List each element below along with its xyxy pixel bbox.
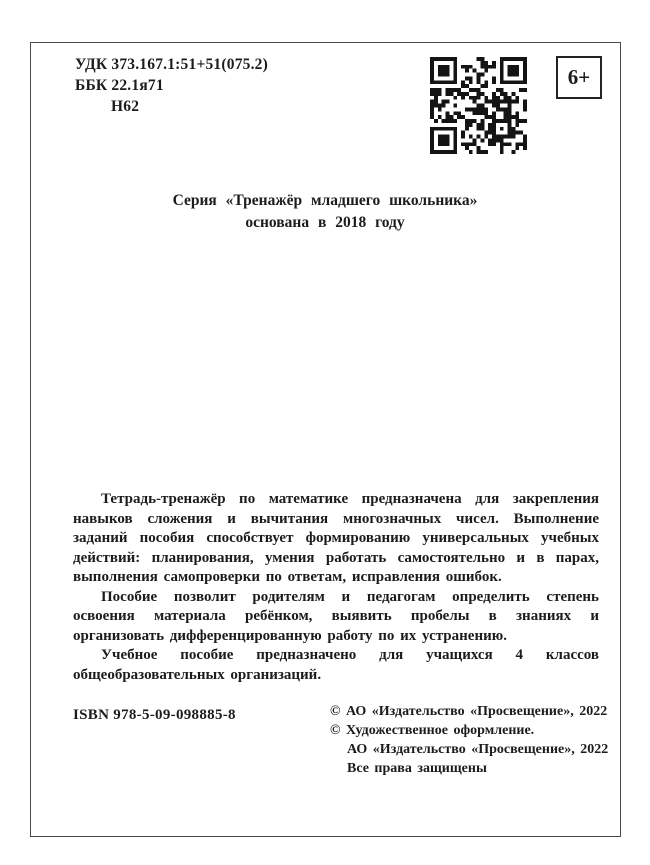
isbn-text: ISBN 978-5-09-098885-8 [73,707,236,723]
copyright-line: Все права защищены [347,761,487,776]
series-founded-line: основана в 2018 году [245,214,405,231]
qr-code [430,57,527,154]
copyright-line: АО «Издательство «Просвещение», 2022 [347,742,609,757]
age-rating-badge [556,56,602,99]
annotation-paragraph-2: Пособие позволит родителям и педагогам определить степень освоения материала ребёнком, выявить пробелы в знаниях и организовать дифференцированную работу по их устранению. [73,588,599,644]
series-title: Серия «Тренажёр младшего школьника» [172,192,478,209]
copyright-block [330,702,608,778]
annotation-paragraph-1: Тетрадь-тренажёр по математике предназначена для закрепления навыков сложения и вычитания многозначных чисел. Выполнение заданий пособия способствует формированию универсальных учебных действий: планирования, умения работать самостоятельно и в парах, выполнения самопроверки по ответам, исправления ошибок. [73,491,599,585]
annotation-paragraph-3: Учебное пособие предназначено для учащихся 4 классов общеобразовательных организаций. [73,647,599,683]
book-code-line: Н62 [111,98,140,115]
annotation-block [73,490,599,685]
copyright-line: © АО «Издательство «Просвещение», 2022 [330,704,608,719]
udk-line: УДК 373.167.1:51+51(075.2) [75,56,268,73]
age-rating-label: 6+ [567,65,591,89]
series-block [0,190,650,234]
bbk-line: ББК 22.1я71 [75,77,164,94]
copyright-line: © Художественное оформление. [330,723,535,738]
classification-block [75,54,268,117]
